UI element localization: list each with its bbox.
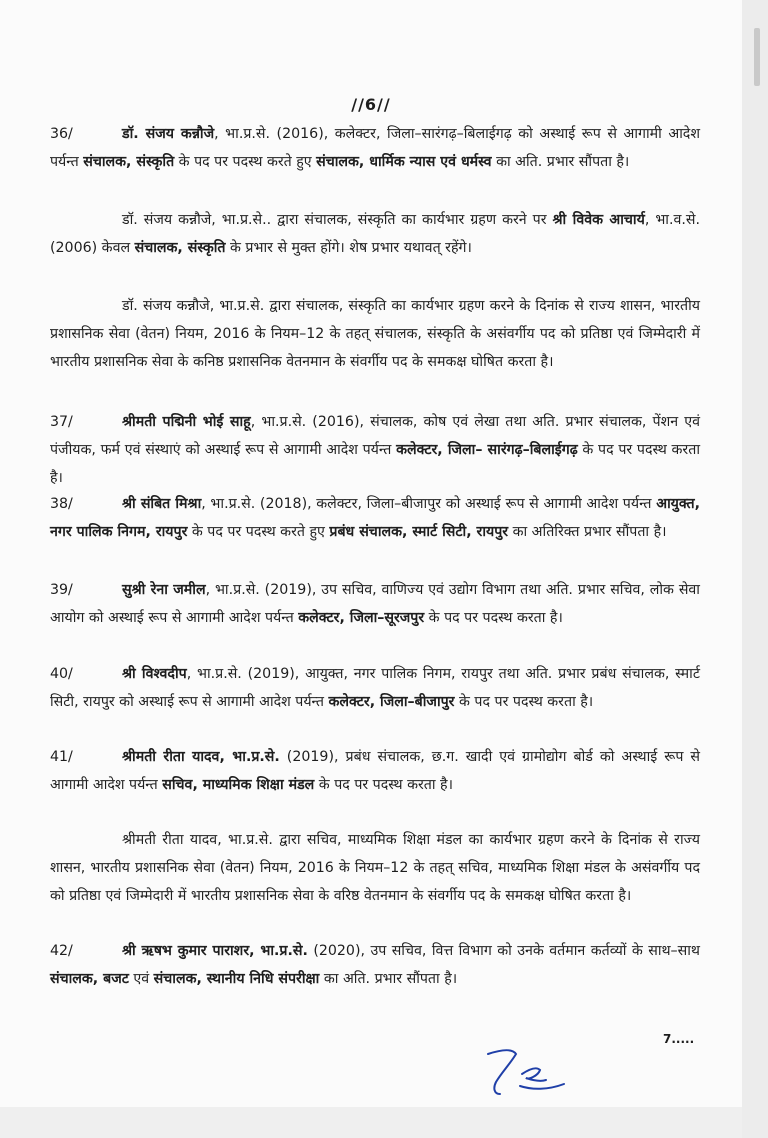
run: एवं — [128, 971, 154, 987]
run: संचालक, बजट — [50, 971, 129, 987]
order-item-41 — [50, 743, 700, 799]
run: , भा.प्र.से. (2019), उप सचिव, वाणिज्य एवं उद्योग विभाग तथा अति. प्रभार सचिव, लोक सेवा आयोग को अस्थाई रूप से आगामी आदेश पर्यन्त — [50, 582, 700, 626]
order-item-36-note-1 — [50, 206, 700, 262]
run: प्रबंध संचालक, स्मार्ट सिटी, रायपुर — [329, 524, 509, 540]
run: कलेक्टर, जिला–सूरजपुर — [298, 610, 425, 626]
run: संचालक, स्थानीय निधि संपरीक्षा — [153, 971, 320, 987]
run: के प्रभार से मुक्त होंगे। शेष प्रभार यथावत् रहेंगे। — [225, 240, 472, 256]
run: श्रीमती पद्मिनी भोई साहू — [122, 414, 251, 430]
run: श्रीमती रीता यादव, भा.प्र.से. — [122, 749, 280, 765]
page-number: //6// — [351, 95, 391, 114]
run: , भा.प्र.से. (2018), कलेक्टर, जिला–बीजापुर को अस्थाई रूप से आगामी आदेश पर्यन्त — [201, 496, 657, 512]
item-number: 42/ — [50, 943, 73, 959]
order-item-36 — [50, 120, 700, 176]
order-item-38 — [50, 490, 700, 546]
run: संचालक, संस्कृति — [134, 240, 226, 256]
order-item-40 — [50, 660, 700, 716]
order-item-37 — [50, 408, 700, 492]
run: श्रीमती रीता यादव, भा.प्र.से. द्वारा सचिव, माध्यमिक शिक्षा मंडल का कार्यभार ग्रहण करने के दिनांक से राज्य शासन, भारतीय प्रशासनिक सेवा (वेतन) नियम, 2016 के नियम–12 के तहत् सचिव, माध्यमिक शिक्षा मंडल के असंवर्गीय पद को प्रतिष्ठा एवं जिम्मेदारी में भारतीय प्रशासनिक सेवा के वरिष्ठ वेतनमान के संवर्गीय पद के समकक्ष घोषित करता है। — [50, 832, 700, 904]
run: (2019), प्रबंध संचालक, छ.ग. खादी एवं ग्रामोद्योग बोर्ड को अस्थाई रूप से आगामी आदेश पर्यन्त — [50, 749, 700, 793]
run: के पद पर पदस्थ करता है। — [454, 694, 594, 710]
order-item-41-note — [50, 826, 700, 910]
run: संचालक, संस्कृति — [83, 154, 175, 170]
run: सचिव, माध्यमिक शिक्षा मंडल — [162, 777, 315, 793]
handwritten-signature — [480, 1040, 570, 1100]
run: श्री ऋषभ कुमार पाराशर, भा.प्र.से. — [122, 943, 308, 959]
run: , भा.प्र.से. (2016), कलेक्टर, जिला–सारंगढ़–बिलाईगढ़ को अस्थाई रूप से आगामी आदेश पर्यन्त — [50, 126, 700, 170]
run: का अति. प्रभार सौंपता है। — [319, 971, 458, 987]
run: श्री संबित मिश्रा — [122, 496, 202, 512]
item-number: 40/ — [50, 666, 73, 682]
run: श्री विश्वदीप — [122, 666, 187, 682]
run: डॉ. संजय कन्नौजे — [122, 126, 215, 142]
run: डॉ. संजय कन्नौजे, भा.प्र.से. द्वारा संचालक, संस्कृति का कार्यभार ग्रहण करने के दिनांक से राज्य शासन, भारतीय प्रशासनिक सेवा (वेतन) नियम, 2016 के नियम–12 के तहत् संचालक, संस्कृति के असंवर्गीय पद को प्रतिष्ठा एवं जिम्मेदारी में भारतीय प्रशासनिक सेवा के कनिष्ठ प्रशासनिक वेतनमान के संवर्गीय पद के समकक्ष घोषित करता है। — [50, 298, 700, 370]
scroll-indicator — [754, 28, 760, 86]
run: , भा.प्र.से. (2019), आयुक्त, नगर पालिक निगम, रायपुर तथा अति. प्रभार प्रबंध संचालक, स्मार्ट सिटी, रायपुर को अस्थाई रूप से आगामी आदेश पर्यन्त — [50, 666, 700, 710]
order-item-42 — [50, 937, 700, 993]
run: सुश्री रेना जमील — [122, 582, 206, 598]
run: आयुक्त, नगर पालिक निगम, रायपुर — [50, 496, 700, 540]
run: (2020), उप सचिव, वित्त विभाग को उनके वर्तमान कर्तव्यों के साथ–साथ — [307, 943, 700, 959]
run: के पद पर पदस्थ करते हुए — [187, 524, 330, 540]
run: संचालक, धार्मिक न्यास एवं धर्मस्व — [316, 154, 492, 170]
run: कलेक्टर, जिला– सारंगढ़–बिलाईगढ़ — [396, 442, 578, 458]
run: डॉ. संजय कन्नौजे, भा.प्र.से.. द्वारा संचालक, संस्कृति का कार्यभार ग्रहण करने पर — [122, 212, 553, 228]
run: , भा.प्र.से. (2016), संचालक, कोष एवं लेखा तथा अति. प्रभार संचालक, पेंशन एवं पंजीयक, फर्म एवं संस्थाएं को अस्थाई रूप से आगामी आदेश पर्यन्त — [50, 414, 700, 458]
run: के पद पर पदस्थ करता है। — [314, 777, 453, 793]
order-item-36-note-2 — [50, 292, 700, 376]
order-item-39 — [50, 576, 700, 632]
item-number: 36/ — [50, 126, 73, 142]
run: , भा.व.से. (2006) केवल — [50, 212, 700, 256]
run: के पद पर पदस्थ करता है। — [50, 442, 700, 486]
run: कलेक्टर, जिला–बीजापुर — [328, 694, 455, 710]
run: के पद पर पदस्थ करता है। — [424, 610, 563, 626]
continuation-marker: 7..... — [663, 1032, 695, 1046]
item-number: 37/ — [50, 414, 73, 430]
bottom-margin — [0, 1107, 742, 1138]
run: का अति. प्रभार सौंपता है। — [491, 154, 630, 170]
item-number: 41/ — [50, 749, 73, 765]
run: के पद पर पदस्थ करते हुए — [174, 154, 317, 170]
run: का अतिरिक्त प्रभार सौंपता है। — [508, 524, 667, 540]
item-number: 38/ — [50, 496, 73, 512]
item-number: 39/ — [50, 582, 73, 598]
side-margin — [742, 0, 768, 1138]
run: श्री विवेक आचार्य — [552, 212, 645, 228]
